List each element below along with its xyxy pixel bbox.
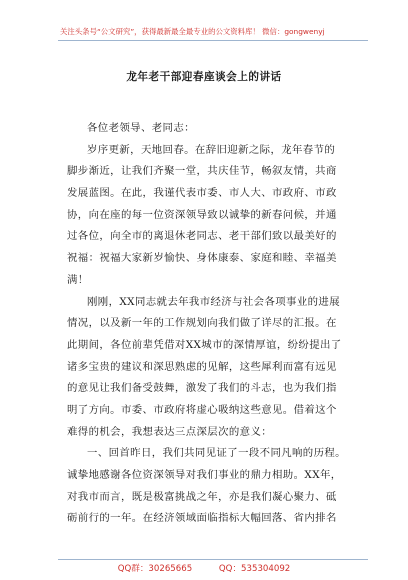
header-banner: 关注头条号“公文研究”，获得最新最全最专业的公文资料库！ 微信：gongwenyj (60, 27, 325, 36)
paragraph-line: 岁序更新，天地回春。在辞旧迎新之际，龙年春节的 (87, 143, 336, 156)
paragraph-line: 诚挚地感谢各位资深领导对我们事业的鼎力相助。XX年， (67, 469, 342, 481)
paragraph-line: 过各位，向全市的离退休老同志、老干部们致以最美好的 (67, 230, 337, 243)
footer (0, 562, 408, 574)
paragraph-line: 难得的机会，我想表达三点深层次的意义： (67, 425, 273, 438)
salutation: 各位老领导、老同志： (87, 122, 195, 134)
paragraph-line: 此期间，各位前辈凭借对XX城市的深情厚谊，纷纷提出了 (67, 338, 342, 351)
paragraph-line: 的意见让我们备受鼓舞，激发了我们的斗志，也为我们指 (67, 382, 337, 395)
header-divider (58, 40, 368, 41)
paragraph-line: 情况，以及新一年的工作规划向我们做了详尽的汇报。在 (67, 317, 337, 330)
footer-qq: QQ：535304092 (218, 564, 291, 574)
paragraph-line: 诸多宝贵的建议和深思熟虑的见解，这些犀利而富有远见 (67, 360, 337, 373)
paragraph-line: 砺前行的一年。在经济领域面临指标大幅回落、省内排名 (67, 512, 337, 525)
footer-divider (58, 559, 368, 560)
document-body (67, 118, 352, 530)
paragraph-line: 协，向在座的每一位资深领导致以诚挚的新春问候，并通 (67, 208, 337, 221)
paragraph-line: 发展蓝图。在此，我谨代表市委、市人大、市政府、市政 (67, 187, 337, 200)
paragraph-line: 一、回首昨日，我们共同见证了一段不同凡响的历程。 (87, 447, 346, 460)
document-title: 龙年老干部迎春座谈会上的讲话 (126, 71, 282, 83)
paragraph-line: 满！ (67, 273, 89, 286)
paragraph-line: 明了方向。市委、市政府将虚心吸纳这些意见。借着这个 (67, 403, 337, 416)
paragraph-line: 刚刚，XX同志就去年我市经济与社会各项事业的进展 (87, 295, 340, 308)
paragraph-line: 脚步渐近，让我们齐聚一堂，共庆佳节，畅叙友情，共商 (67, 165, 337, 178)
paragraph-line: 祝福：祝福大家新岁愉快、身体康泰、家庭和睦、幸福美 (67, 252, 337, 265)
footer-qq-group: QQ群：30265665 (117, 564, 193, 574)
paragraph-line: 对我市而言，既是极富挑战之年，亦是我们凝心聚力、砥 (67, 490, 337, 503)
